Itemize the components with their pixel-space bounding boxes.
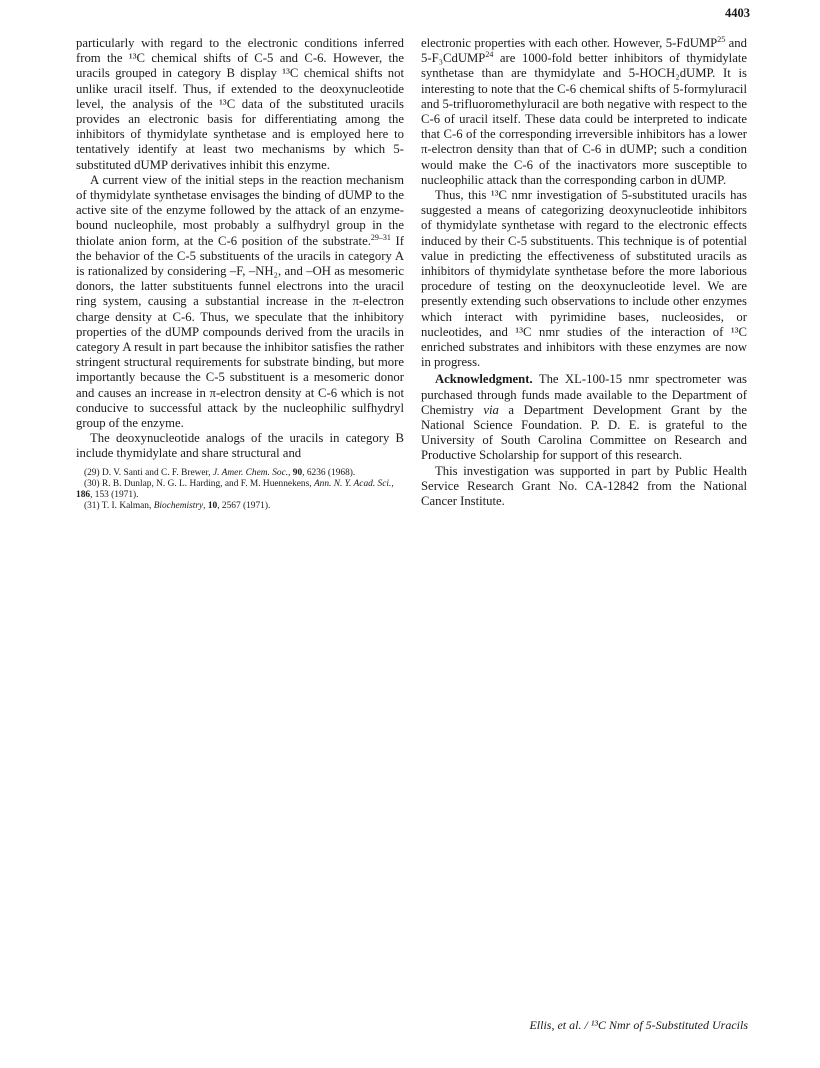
reference-30: (30) R. B. Dunlap, N. G. L. Harding, and F. M. Huennekens, Ann. N. Y. Acad. Sci., 186, 153 (1971). (76, 478, 394, 500)
ref-journal: J. Amer. Chem. Soc. (213, 467, 289, 478)
citation-superscript: 29–31 (370, 232, 391, 242)
running-footer: Ellis, et al. / ¹³C Nmr of 5-Substituted Uracils (529, 1018, 748, 1032)
ref-pages: , 6236 (1968). (302, 467, 356, 478)
acknowledgment-paragraph (421, 372, 747, 463)
citation-superscript: 25 (717, 35, 726, 44)
references (76, 468, 404, 512)
page-number: 4403 (725, 6, 750, 20)
acknowledgment-via: via (483, 402, 499, 417)
left-column (76, 36, 404, 512)
acknowledgment-heading: Acknowledgment. (435, 372, 533, 387)
left-paragraph-1: particularly with regard to the electronic conditions inferred from the ¹³C chemical shifts of C-5 and C-6. However, the uracils grouped in category B display ¹³C chemical shifts not unlike uracil itself. Thus, if extended to the deoxynucleotide level, the analysis of the ¹³C data of the substituted uracils provides an electronic basis for differentiating among the inhibitors of thymidylate synthetase and is employed here to tentatively identify at least two mechanisms by which 5-substituted dUMP derivatives inhibit this enzyme. (76, 36, 404, 172)
right-column (421, 36, 747, 509)
acknowledgment-text-a: The XL-100-15 nmr spectrometer was purchased through funds made available to the Department of Chemistry (421, 372, 747, 417)
right-paragraph-2: Thus, this ¹³C nmr investigation of 5-substituted uracils has suggested a means of categorizing deoxynucleotide inhibitors of thymidylate synthetase with regard to the electronic effects induced by their C-5 substituents. This technique is of potential value in predicting the effectiveness of substituted uracils as inhibitors of thymidylate synthetase before the more laborious procedure of testing on the deoxynucleotide level. We are presently extending such observations to include other enzymes which interact with pyrimidine bases, nucleosides, or nucleotides, and ¹³C nmr studies of the interaction of ¹³C enriched substrates and inhibitors with these enzymes are now in progress. (421, 188, 747, 370)
reference-31: (31) T. I. Kalman, Biochemistry, 10, 2567 (1971). (84, 500, 271, 511)
citation-superscript: 24 (485, 50, 494, 60)
ref-authors: (30) R. B. Dunlap, N. G. L. Harding, and F. M. Huennekens, (84, 478, 314, 489)
left-paragraph-2 (76, 173, 404, 431)
ref-pages: , 2567 (1971). (217, 500, 271, 511)
reference-29: (29) D. V. Santi and C. F. Brewer, J. Amer. Chem. Soc., 90, 6236 (1968). (84, 467, 356, 478)
ref-authors: (29) D. V. Santi and C. F. Brewer, (84, 467, 213, 478)
ref-pages: , 153 (1971). (90, 489, 139, 500)
left-paragraph-2-text-b: If the behavior of the C-5 substituents of the uracils in category A is rationalized by considering –F, –NH₂, and –OH as mesomeric donors, the latter substituents funnel electrons into the uracil ring system, causing a substantial increase in the π-electron charge density at C-6. Thus, we speculate that the inhibitory properties of the dUMP compounds derived from the uracils in category A result in part because the inhibitor satisfies the rather stringent structural requirements for substrate binding, but more importantly because the C-5 substituent is a mesomeric donor and causes an increase in π-electron density at C-6 which is not conducive to successful attack by the nucleophilic sulfhydryl group of the enzyme. (76, 233, 404, 431)
acknowledgment-text-b: a Department Development Grant by the National Science Foundation. P. D. E. is grateful to the University of South Carolina Committee on Research and Productive Scholarship for support of this research. (421, 402, 747, 463)
left-paragraph-3: The deoxynucleotide analogs of the uracils in category B include thymidylate and share structural and (76, 431, 404, 461)
ref-volume: 90 (292, 467, 303, 478)
ref-journal: Ann. N. Y. Acad. Sci. (313, 478, 392, 489)
right-paragraph-1-text-a: electronic properties with each other. However, 5-FdUMP (421, 36, 718, 50)
ref-authors: (31) T. I. Kalman, (84, 500, 154, 511)
ref-journal: Biochemistry (153, 500, 204, 511)
right-paragraph-4: This investigation was supported in part by Public Health Service Research Grant No. CA-12842 from the National Cancer Institute. (421, 463, 747, 509)
right-paragraph-1-text-b: and 5-F₃CdUMP (421, 36, 747, 66)
right-paragraph-1 (421, 36, 747, 188)
ref-volume: 10 (207, 500, 218, 511)
right-paragraph-1-text-c: are 1000-fold better inhibitors of thymidylate synthetase than are thymidylate and 5-HOCH₂dUMP. It is interesting to note that the C-6 chemical shifts of 5-formyluracil and 5-trifluoromethyluracil are both negative with respect to the C-6 of uracil itself. These data could be interpreted to indicate that C-6 of the corresponding irreversible inhibitors has a lower π-electron density than that of C-6 in dUMP; such a condition would make the C-6 of the inactivators more susceptible to nucleophilic attack than the corresponding carbon in dUMP. (421, 51, 747, 187)
left-paragraph-2-text-a: A current view of the initial steps in the reaction mechanism of thymidylate synthetase envisages the binding of dUMP to the active site of the enzyme followed by the attack of an enzyme-bound nucleophile, most probably a sulfhydryl group in the thiolate anion form, at the C-6 position of the substrate. (76, 172, 404, 248)
ref-volume: 186 (76, 489, 91, 500)
